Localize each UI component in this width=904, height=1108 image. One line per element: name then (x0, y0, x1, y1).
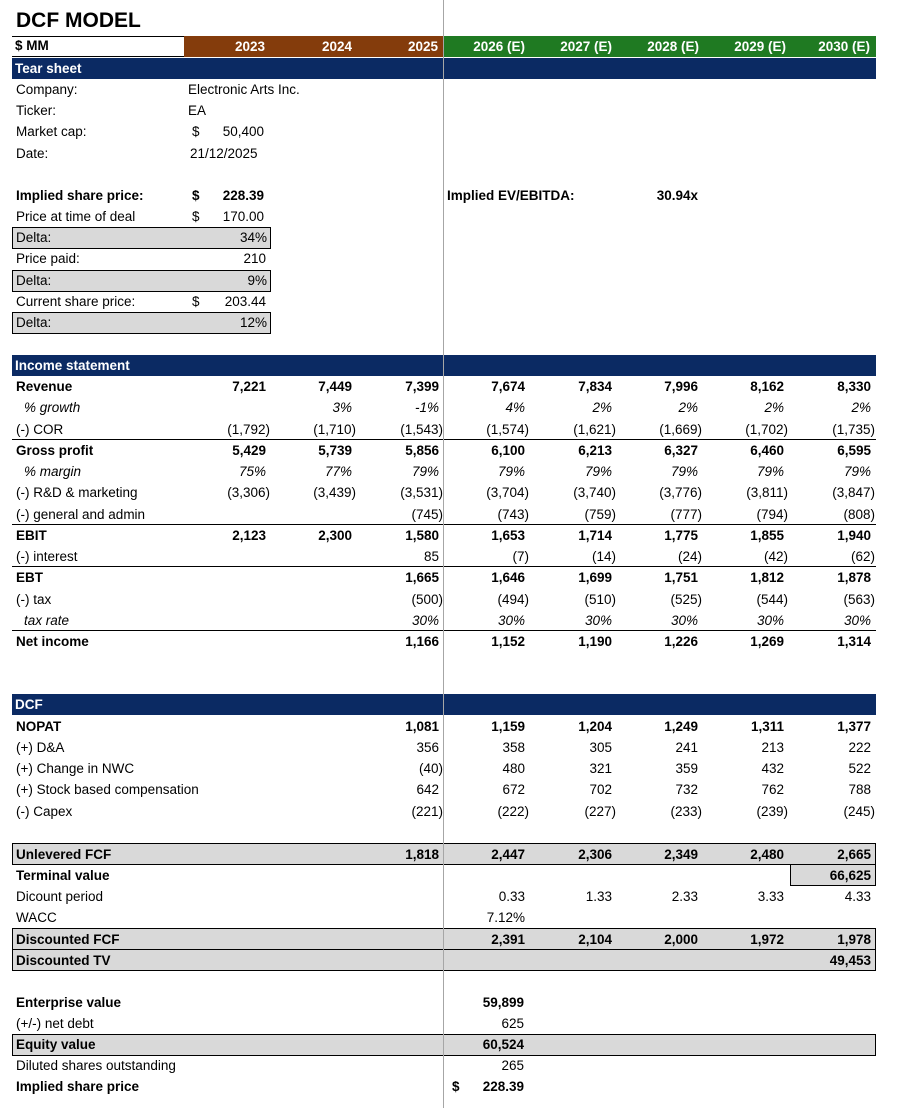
income-cell: (777) (670, 507, 702, 522)
dcf-cell: 1,081 (405, 719, 439, 734)
year-header-5: 2028 (E) (618, 36, 705, 57)
income-row-label: Gross profit (16, 443, 94, 458)
dcf-cell: 356 (416, 740, 439, 755)
dcf-cell: 4.33 (844, 889, 871, 904)
equity-value-bar (12, 1034, 876, 1056)
income-cell: (759) (584, 507, 616, 522)
income-cell: 79% (670, 464, 698, 479)
income-cell: 7,674 (491, 379, 525, 394)
dcf-cell: 432 (761, 761, 784, 776)
dcf-cell: 7.12% (486, 910, 525, 925)
net-debt-label: (+/-) net debt (16, 1016, 94, 1031)
dcf-cell: 1,377 (837, 719, 871, 734)
ticker-value: EA (188, 103, 207, 118)
dcf-cell: 241 (675, 740, 698, 755)
income-cell: 6,213 (578, 443, 612, 458)
dcf-cell: 788 (848, 782, 871, 797)
enterprise-value-label: Enterprise value (16, 995, 122, 1010)
income-cell: 1,878 (837, 570, 871, 585)
income-cell: (3,776) (659, 485, 702, 500)
income-cell: 1,646 (491, 570, 525, 585)
income-cell: 79% (411, 464, 439, 479)
dcf-title: DCF (15, 697, 43, 712)
dcf-row-label: Terminal value (16, 868, 110, 883)
income-cell: 2% (851, 400, 871, 415)
implied-share-price-label: Implied share price (16, 1079, 140, 1094)
income-cell: 5,739 (318, 443, 352, 458)
income-cell: 8,330 (837, 379, 871, 394)
income-statement-band (12, 355, 876, 376)
delta-value-1: 34% (239, 230, 267, 245)
delta-value-3: 12% (239, 315, 267, 330)
diluted-shares-value: 265 (501, 1058, 524, 1073)
income-cell: 6,100 (491, 443, 525, 458)
ticker-label: Ticker: (16, 103, 56, 118)
income-cell: (1,669) (659, 422, 702, 437)
dcf-row-label: (+) D&A (16, 740, 65, 755)
discounted-tv-bar (12, 949, 876, 971)
dcf-cell: (222) (497, 804, 529, 819)
income-cell: (745) (411, 507, 443, 522)
diluted-shares-label: Diluted shares outstanding (16, 1058, 176, 1073)
income-row-label: Net income (16, 634, 89, 649)
deal-price-value: 170.00 (222, 209, 264, 224)
company-label: Company: (16, 82, 78, 97)
dcf-cell: 702 (589, 782, 612, 797)
income-cell: 6,595 (837, 443, 871, 458)
income-cell: (794) (756, 507, 788, 522)
income-row-label: (-) tax (16, 592, 52, 607)
income-cell: 79% (584, 464, 612, 479)
income-cell: (62) (850, 549, 875, 564)
income-cell: (3,306) (227, 485, 270, 500)
dcf-cell: (40) (418, 761, 443, 776)
deal-price-label: Price at time of deal (16, 209, 136, 224)
date-label: Date: (16, 146, 49, 161)
ev-ebitda-label: Implied EV/EBITDA: (447, 188, 575, 203)
dcf-cell: 3.33 (757, 889, 784, 904)
income-row-label: Revenue (16, 379, 73, 394)
dcf-cell: 66,625 (829, 868, 871, 883)
dcf-cell: 1.33 (585, 889, 612, 904)
income-row-label: (-) COR (16, 422, 64, 437)
income-cell: (743) (497, 507, 529, 522)
year-header-7: 2030 (E) (792, 36, 876, 57)
income-cell: 5,856 (405, 443, 439, 458)
income-cell: (510) (584, 592, 616, 607)
delta-label-2: Delta: (16, 273, 52, 288)
income-cell: 30% (497, 613, 525, 628)
income-cell: 1,699 (578, 570, 612, 585)
dcf-cell: 321 (589, 761, 612, 776)
dcf-cell: 222 (848, 740, 871, 755)
income-cell: 7,399 (405, 379, 439, 394)
price-paid-label: Price paid: (16, 251, 80, 266)
income-cell: (42) (763, 549, 788, 564)
income-cell: 75% (238, 464, 266, 479)
income-cell: (494) (497, 592, 529, 607)
income-cell: 4% (505, 400, 525, 415)
delta-label-3: Delta: (16, 315, 52, 330)
dcf-cell: 732 (675, 782, 698, 797)
dcf-cell: 2.33 (671, 889, 698, 904)
year-header-1: 2024 (271, 36, 358, 57)
delta-value-2: 9% (247, 273, 267, 288)
market-cap-currency: $ (192, 124, 200, 139)
income-cell: 2% (678, 400, 698, 415)
dcf-cell: (245) (843, 804, 875, 819)
dcf-row-label: Dicount period (16, 889, 104, 904)
income-row-label: (-) general and admin (16, 507, 146, 522)
income-cell: 30% (584, 613, 612, 628)
income-cell: (500) (411, 592, 443, 607)
income-cell: (525) (670, 592, 702, 607)
income-cell: 1,665 (405, 570, 439, 585)
income-cell: (1,735) (832, 422, 875, 437)
implied-price-label: Implied share price: (16, 188, 144, 203)
income-cell: (3,847) (832, 485, 875, 500)
income-cell: 1,714 (578, 528, 612, 543)
dcf-row-label: NOPAT (16, 719, 62, 734)
income-cell: 30% (756, 613, 784, 628)
income-cell: (563) (843, 592, 875, 607)
tear-sheet-title: Tear sheet (15, 61, 82, 76)
income-cell: 2,300 (318, 528, 352, 543)
income-cell: 1,751 (664, 570, 698, 585)
income-cell: 1,152 (491, 634, 525, 649)
dcf-cell: 0.33 (498, 889, 525, 904)
income-cell: 79% (843, 464, 871, 479)
implied-price-currency: $ (192, 188, 200, 203)
year-header-6: 2029 (E) (705, 36, 792, 57)
income-cell: 1,812 (750, 570, 784, 585)
dcf-cell: 672 (502, 782, 525, 797)
implied-share-price-value: 228.39 (482, 1079, 524, 1094)
income-cell: -1% (414, 400, 439, 415)
income-cell: 6,327 (664, 443, 698, 458)
dcf-cell: 358 (502, 740, 525, 755)
income-cell: 2% (764, 400, 784, 415)
dcf-row-label: (+) Stock based compensation (16, 782, 199, 797)
income-cell: 30% (670, 613, 698, 628)
implied-share-price-currency: $ (452, 1079, 460, 1094)
income-cell: 79% (756, 464, 784, 479)
income-cell: (1,710) (313, 422, 356, 437)
income-row-label: EBT (16, 570, 43, 585)
dcf-row-label: WACC (16, 910, 57, 925)
dcf-cell: 480 (502, 761, 525, 776)
deal-price-currency: $ (192, 209, 200, 224)
income-row-label: % margin (24, 464, 82, 479)
income-cell: (7) (512, 549, 529, 564)
income-cell: 7,834 (578, 379, 612, 394)
dcf-cell: 49,453 (829, 953, 871, 968)
income-statement-title: Income statement (15, 358, 130, 373)
income-cell: 85 (423, 549, 439, 564)
dcf-cell: 2,349 (664, 847, 698, 862)
income-cell: (3,740) (573, 485, 616, 500)
income-cell: (1,574) (486, 422, 529, 437)
dcf-row-label: (-) Capex (16, 804, 73, 819)
date-value: 21/12/2025 (190, 146, 258, 161)
current-price-value: 203.44 (224, 294, 266, 309)
equity-value: 60,524 (482, 1037, 524, 1052)
year-header-0: 2023 (184, 36, 271, 57)
current-price-label: Current share price: (16, 294, 136, 309)
ev-ebitda-value: 30.94x (656, 188, 698, 203)
income-cell: 8,162 (750, 379, 784, 394)
delta-label-1: Delta: (16, 230, 52, 245)
dcf-band (12, 694, 876, 715)
dcf-cell: 2,447 (491, 847, 525, 862)
dcf-cell: 2,391 (491, 932, 525, 947)
income-cell: 1,190 (578, 634, 612, 649)
dcf-cell: 1,818 (405, 847, 439, 862)
dcf-cell: (227) (584, 804, 616, 819)
income-cell: (24) (677, 549, 702, 564)
income-cell: 5,429 (232, 443, 266, 458)
dcf-cell: 1,204 (578, 719, 612, 734)
income-cell: (3,439) (313, 485, 356, 500)
dcf-cell: 1,159 (491, 719, 525, 734)
income-cell: 1,166 (405, 634, 439, 649)
income-cell: (808) (843, 507, 875, 522)
dcf-row-label: Unlevered FCF (16, 847, 112, 862)
market-cap-value: 50,400 (222, 124, 264, 139)
tear-sheet-band (12, 58, 876, 79)
income-cell: 3% (332, 400, 352, 415)
year-header-4: 2027 (E) (531, 36, 618, 57)
year-header-3: 2026 (E) (444, 36, 531, 57)
income-cell: 2,123 (232, 528, 266, 543)
income-cell: (3,811) (746, 485, 788, 500)
income-cell: 30% (843, 613, 871, 628)
dcf-cell: (221) (411, 804, 443, 819)
income-cell: (1,792) (227, 422, 270, 437)
income-cell: 1,653 (491, 528, 525, 543)
income-cell: (3,704) (486, 485, 529, 500)
dcf-cell: 1,978 (837, 932, 871, 947)
dcf-cell: 1,311 (750, 719, 784, 734)
dcf-cell: 359 (675, 761, 698, 776)
current-price-currency: $ (192, 294, 200, 309)
income-cell: (3,531) (400, 485, 443, 500)
income-cell: (1,543) (400, 422, 443, 437)
price-paid-value: 210 (243, 251, 266, 266)
dcf-cell: 522 (848, 761, 871, 776)
year-header-2: 2025 (358, 36, 444, 57)
income-cell: (14) (591, 549, 616, 564)
model-title: DCF MODEL (16, 9, 141, 32)
net-debt-value: 625 (501, 1016, 524, 1031)
income-cell: 1,855 (750, 528, 784, 543)
income-cell: 1,775 (664, 528, 698, 543)
dcf-row-label: Discounted FCF (16, 932, 120, 947)
dcf-cell: 762 (761, 782, 784, 797)
income-cell: 1,226 (664, 634, 698, 649)
income-cell: 2% (592, 400, 612, 415)
dcf-cell: 2,480 (750, 847, 784, 862)
income-row-label: tax rate (24, 613, 70, 628)
dcf-cell: (233) (670, 804, 702, 819)
equity-value-label: Equity value (16, 1037, 96, 1052)
implied-price-value: 228.39 (222, 188, 264, 203)
income-row-label: % growth (24, 400, 81, 415)
dcf-cell: 1,249 (664, 719, 698, 734)
income-cell: (1,621) (573, 422, 616, 437)
income-cell: 1,314 (837, 634, 871, 649)
income-cell: 6,460 (750, 443, 784, 458)
income-cell: 30% (411, 613, 439, 628)
dcf-cell: 2,306 (578, 847, 612, 862)
income-cell: 1,580 (405, 528, 439, 543)
dcf-cell: 2,665 (837, 847, 871, 862)
dcf-cell: (239) (756, 804, 788, 819)
income-row-label: (-) interest (16, 549, 78, 564)
dcf-cell: 2,000 (664, 932, 698, 947)
dcf-cell: 305 (589, 740, 612, 755)
dcf-cell: 1,972 (750, 932, 784, 947)
company-value: Electronic Arts Inc. (188, 82, 300, 97)
income-cell: (544) (756, 592, 788, 607)
dcf-cell: 213 (761, 740, 784, 755)
header-unit-cell (12, 36, 184, 57)
income-row-label: (-) R&D & marketing (16, 485, 138, 500)
dcf-cell: 642 (416, 782, 439, 797)
income-cell: 1,269 (750, 634, 784, 649)
income-row-label: EBIT (16, 528, 47, 543)
enterprise-value: 59,899 (482, 995, 524, 1010)
income-cell: 7,221 (232, 379, 266, 394)
dcf-row-label: (+) Change in NWC (16, 761, 135, 776)
dcf-row-label: Discounted TV (16, 953, 111, 968)
dcf-cell: 2,104 (578, 932, 612, 947)
income-cell: 1,940 (837, 528, 871, 543)
income-cell: 79% (497, 464, 525, 479)
market-cap-label: Market cap: (16, 124, 87, 139)
income-cell: 77% (324, 464, 352, 479)
unit-label: $ MM (15, 38, 49, 53)
income-cell: (1,702) (745, 422, 788, 437)
column-divider (443, 0, 444, 1108)
income-cell: 7,996 (664, 379, 698, 394)
income-cell: 7,449 (318, 379, 352, 394)
